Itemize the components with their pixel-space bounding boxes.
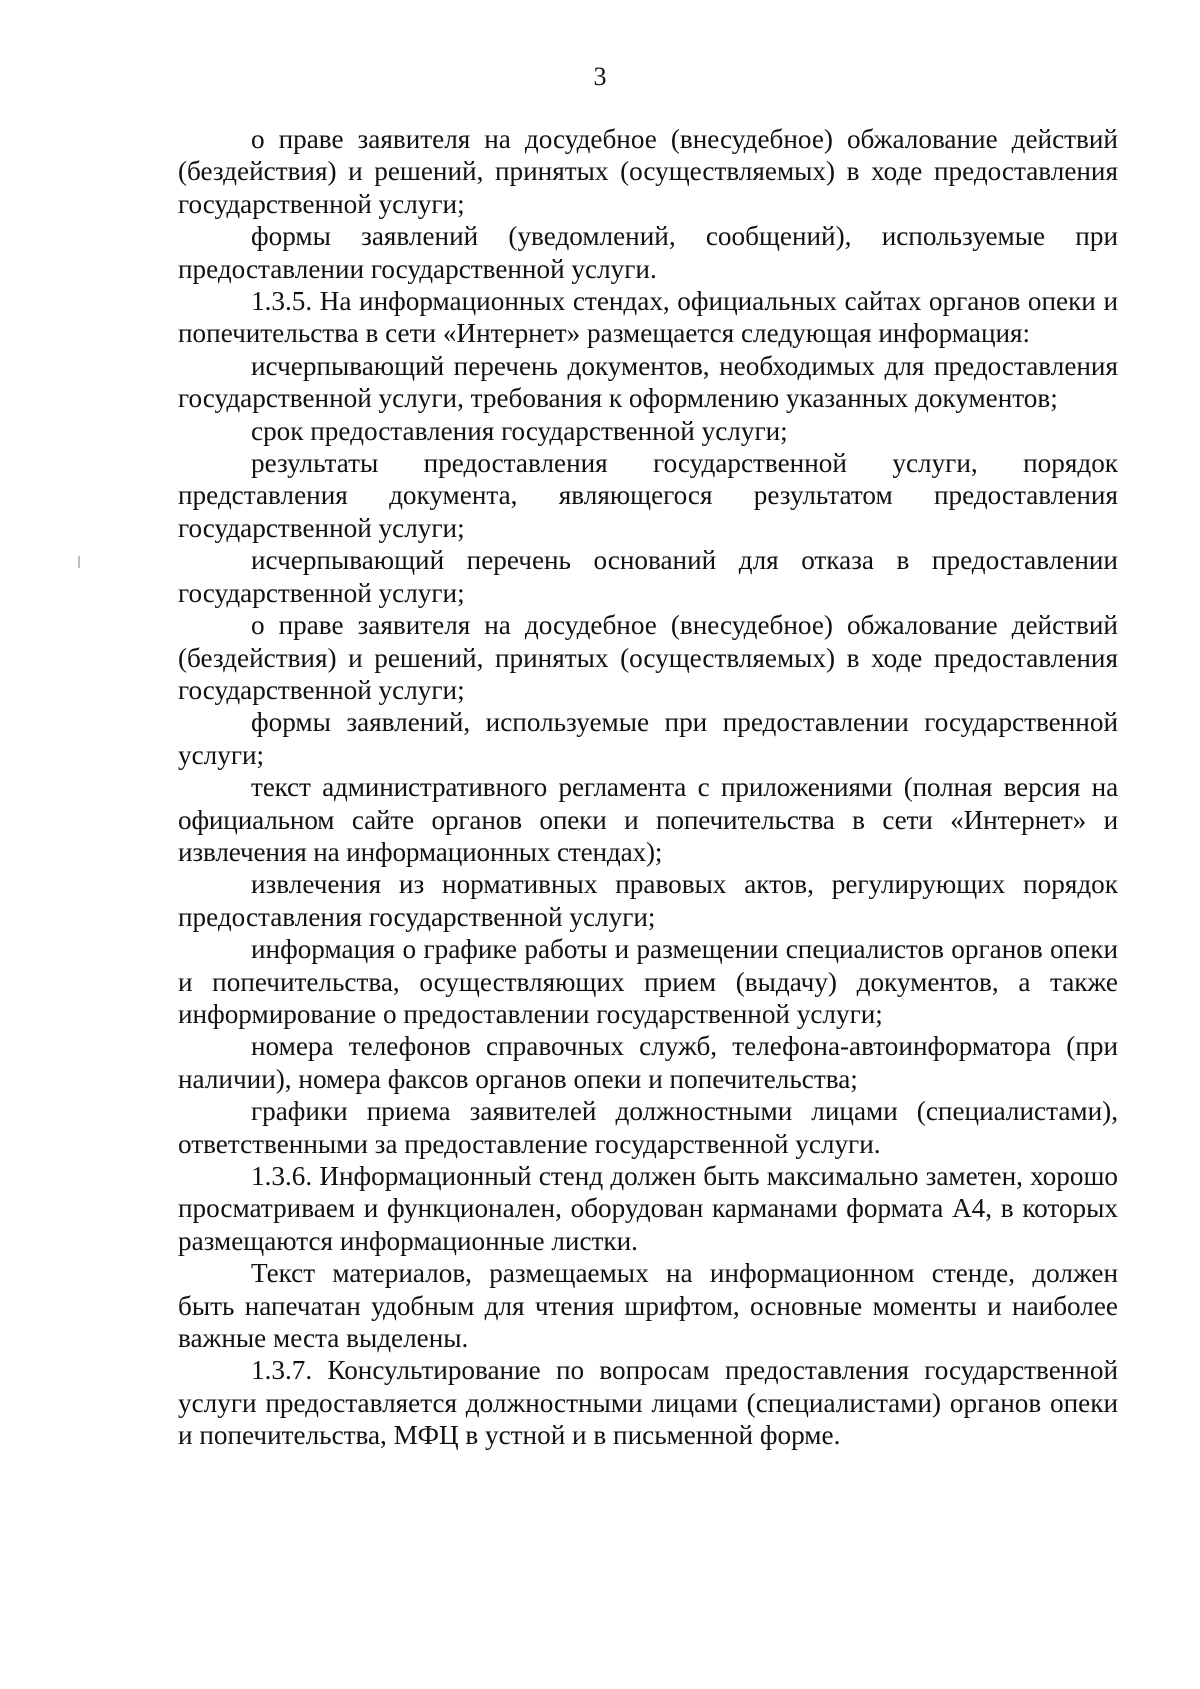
paragraph-appeal-right-2: о праве заявителя на досудебное (внесудебное) обжалование действий (бездействия) и решений, принятых (осуществляемых) в ходе предоставления государственной услуги; bbox=[178, 610, 1118, 705]
paragraph-appeal-right-1: о праве заявителя на досудебное (внесудебное) обжалование действий (бездействия) и решений, принятых (осуществляемых) в ходе предоставления государственной услуги; bbox=[178, 124, 1118, 219]
paragraph-service-term: срок предоставления государственной услуги; bbox=[251, 415, 788, 446]
document-body bbox=[178, 123, 1118, 1452]
paragraph-refusal-grounds: исчерпывающий перечень оснований для отказа в предоставлении государственной услуги; bbox=[178, 545, 1118, 608]
paragraph-section-1-3-5: 1.3.5. На информационных стендах, официальных сайтах органов опеки и попечительства в сети «Интернет» размещается следующая информация: bbox=[178, 286, 1118, 349]
paragraph-stand-materials: Текст материалов, размещаемых на информационном стенде, должен быть напечатан удобным для чтения шрифтом, основные моменты и наиболее важные места выделены. bbox=[178, 1258, 1118, 1354]
paragraph-work-schedule: информация о графике работы и размещении специалистов органов опеки и попечительства, осуществляющих прием (выдачу) документов, а также информирование о предоставлении государственной услуги; bbox=[178, 934, 1118, 1029]
paragraph-application-forms-1: формы заявлений (уведомлений, сообщений), используемые при предоставлении государственной услуги. bbox=[178, 221, 1118, 284]
paragraph-legal-extracts: извлечения из нормативных правовых актов, регулирующих порядок предоставления государственной услуги; bbox=[178, 869, 1118, 932]
paragraph-documents-list: исчерпывающий перечень документов, необходимых для предоставления государственной услуги, требования к оформлению указанных документов; bbox=[178, 350, 1118, 414]
paragraph-section-1-3-6: 1.3.6. Информационный стенд должен быть максимально заметен, хорошо просматриваем и функционален, оборудован карманами формата А4, в которых размещаются информационные листки. bbox=[178, 1161, 1118, 1256]
paragraph-reception-schedule: графики приема заявителей должностными лицами (специалистами), ответственными за предоставление государственной услуги. bbox=[178, 1096, 1118, 1159]
scan-mark bbox=[78, 556, 80, 568]
paragraph-section-1-3-7: 1.3.7. Консультирование по вопросам предоставления государственной услуги предоставляется должностными лицами (специалистами) органов опеки и попечительства, МФЦ в устной и в письменной форме. bbox=[178, 1355, 1118, 1451]
paragraph-regulation-text: текст административного регламента с приложениями (полная версия на официальном сайте органов опеки и попечительства в сети «Интернет» и извлечения на информационных стендах); bbox=[178, 772, 1118, 867]
paragraph-service-results: результаты предоставления государственной услуги, порядок представления документа, являющегося результатом предоставления государственной услуги; bbox=[178, 448, 1118, 543]
paragraph-phone-numbers: номера телефонов справочных служб, телефона-автоинформатора (при наличии), номера факсов органов опеки и попечительства; bbox=[178, 1031, 1118, 1094]
paragraph-application-forms-2: формы заявлений, используемые при предоставлении государственной услуги; bbox=[178, 707, 1118, 770]
page-number: 3 bbox=[593, 62, 607, 91]
